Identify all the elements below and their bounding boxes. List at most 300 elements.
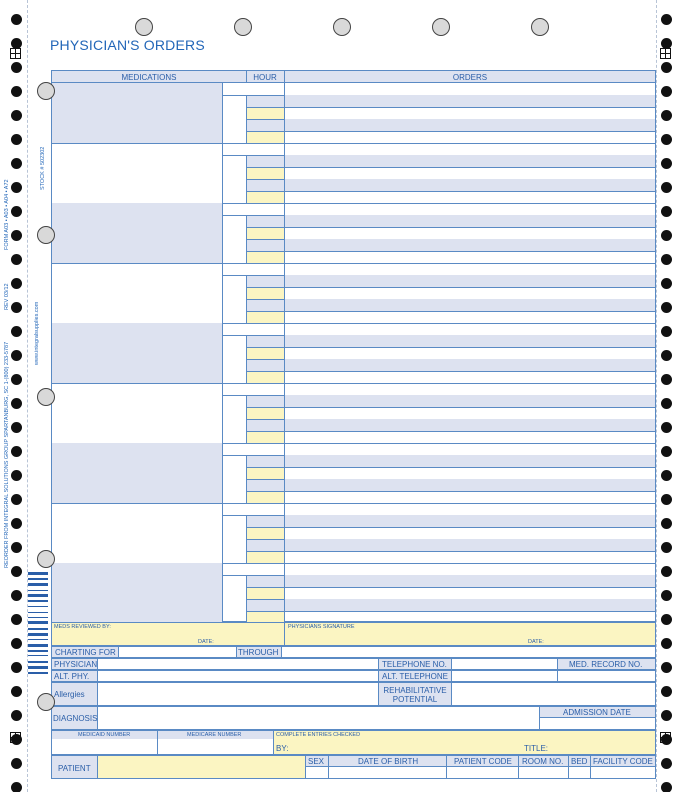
- hour-cell[interactable]: [246, 311, 284, 323]
- medication-sub-row: [222, 143, 284, 155]
- tractor-hole: [661, 686, 672, 697]
- order-line[interactable]: [285, 239, 655, 251]
- divider: [246, 371, 284, 372]
- order-line[interactable]: [285, 527, 655, 539]
- order-line[interactable]: [285, 83, 655, 95]
- tractor-hole: [11, 494, 22, 505]
- divider: [222, 203, 223, 263]
- divider: [246, 587, 284, 588]
- diagnosis-input[interactable]: [98, 707, 539, 729]
- order-line[interactable]: [285, 263, 655, 275]
- divider: [246, 251, 284, 252]
- meds-reviewed-by-label: MEDS REVIEWED BY:: [54, 624, 111, 630]
- charting-for-input[interactable]: [119, 647, 235, 657]
- diagnosis-label: DIAGNOSIS: [53, 714, 98, 723]
- hour-header: HOUR: [253, 73, 277, 82]
- hour-cell[interactable]: [246, 131, 284, 143]
- divider: [284, 622, 285, 646]
- top-binder-hole: [432, 18, 450, 36]
- medication-sub-row: [222, 443, 284, 455]
- medication-cell[interactable]: [52, 503, 222, 563]
- divider: [246, 551, 284, 552]
- side-binder-hole: [37, 226, 55, 244]
- by-label: BY:: [276, 744, 289, 753]
- physician-signature-input[interactable]: [286, 630, 654, 645]
- tractor-hole: [661, 614, 672, 625]
- form-number-text: FORM A03 • A03 • A04 • A72: [4, 179, 10, 250]
- hour-cell[interactable]: [246, 491, 284, 503]
- order-line[interactable]: [285, 383, 655, 395]
- medication-sub-row: [222, 263, 284, 275]
- barcode-bar: [28, 628, 48, 630]
- order-line[interactable]: [285, 587, 655, 599]
- tractor-hole: [661, 326, 672, 337]
- side-binder-hole: [37, 82, 55, 100]
- hour-cell[interactable]: [246, 479, 284, 491]
- meds-reviewed-input[interactable]: [52, 630, 283, 645]
- hour-cell[interactable]: [246, 419, 284, 431]
- order-line[interactable]: [285, 167, 655, 179]
- tractor-hole: [661, 254, 672, 265]
- divider: [246, 227, 284, 228]
- order-line[interactable]: [285, 311, 655, 323]
- tractor-hole: [661, 446, 672, 457]
- hour-cell[interactable]: [246, 107, 284, 119]
- tractor-hole: [661, 470, 672, 481]
- barcode-bar: [28, 672, 48, 674]
- divider: [246, 107, 284, 108]
- divider: [246, 167, 284, 168]
- tractor-hole: [661, 710, 672, 721]
- divider: [246, 515, 284, 516]
- order-line[interactable]: [285, 395, 655, 407]
- order-line[interactable]: [285, 599, 655, 611]
- tractor-hole: [661, 62, 672, 73]
- top-binder-hole: [135, 18, 153, 36]
- facility-code-input[interactable]: [591, 767, 655, 778]
- medication-sub-row: [222, 323, 284, 335]
- medication-cell[interactable]: [52, 83, 222, 143]
- order-line[interactable]: [285, 191, 655, 203]
- meds-reviewed-date-label: DATE:: [198, 639, 214, 645]
- hour-cell[interactable]: [246, 287, 284, 299]
- tractor-hole: [11, 62, 22, 73]
- medication-sub-row: [222, 83, 284, 95]
- barcode-bar: [28, 594, 48, 597]
- physician-label: PHYSICIAN: [54, 660, 98, 669]
- reorder-text: REORDER FROM INTEGRAL SOLUTIONS GROUP SPARTANBURG, SC 1-(800) 233-5787: [4, 341, 10, 568]
- sex-input[interactable]: [306, 767, 328, 778]
- alt-telephone-input[interactable]: [452, 671, 557, 681]
- order-line[interactable]: [285, 299, 655, 311]
- hour-cell[interactable]: [246, 395, 284, 407]
- top-binder-hole: [234, 18, 252, 36]
- barcode-bar: [28, 600, 48, 602]
- tractor-hole: [661, 638, 672, 649]
- tractor-hole: [661, 350, 672, 361]
- tractor-hole: [11, 86, 22, 97]
- order-line[interactable]: [285, 95, 655, 107]
- order-line[interactable]: [285, 179, 655, 191]
- divider: [222, 563, 223, 623]
- hour-cell[interactable]: [246, 407, 284, 419]
- order-line[interactable]: [285, 491, 655, 503]
- page-title: PHYSICIAN'S ORDERS: [50, 37, 205, 53]
- tractor-hole: [11, 374, 22, 385]
- tractor-hole: [661, 494, 672, 505]
- order-line[interactable]: [285, 287, 655, 299]
- order-line[interactable]: [285, 455, 655, 467]
- admission-date-label: ADMISSION DATE: [563, 708, 631, 717]
- barcode-bar: [28, 590, 48, 591]
- hour-cell[interactable]: [246, 239, 284, 251]
- tractor-hole: [11, 158, 22, 169]
- divider: [246, 131, 284, 132]
- hour-cell[interactable]: [246, 251, 284, 263]
- divider: [246, 287, 284, 288]
- hour-cell[interactable]: [246, 359, 284, 371]
- divider: [246, 335, 247, 383]
- sex-label: SEX: [308, 757, 325, 766]
- tractor-hole: [661, 590, 672, 601]
- tractor-hole: [11, 110, 22, 121]
- through-label: THROUGH: [238, 648, 279, 657]
- checked-title-input[interactable]: [552, 741, 654, 753]
- signature-date-label: DATE:: [528, 639, 544, 645]
- divider: [246, 491, 284, 492]
- divider: [246, 215, 284, 216]
- tractor-hole: [11, 350, 22, 361]
- medication-sub-row: [222, 563, 284, 575]
- order-line[interactable]: [285, 431, 655, 443]
- bed-input[interactable]: [569, 767, 590, 778]
- divider: [246, 155, 284, 156]
- website-text: www.integralsupplies.com: [34, 301, 40, 365]
- divider: [246, 611, 284, 612]
- divider: [246, 395, 284, 396]
- medication-cell[interactable]: [52, 143, 222, 203]
- tractor-hole: [661, 758, 672, 769]
- registration-mark: [10, 48, 21, 59]
- order-line[interactable]: [285, 323, 655, 335]
- divider: [246, 275, 284, 276]
- patient-input[interactable]: [98, 756, 305, 778]
- order-line[interactable]: [285, 215, 655, 227]
- hour-cell[interactable]: [246, 275, 284, 287]
- hour-cell[interactable]: [246, 539, 284, 551]
- divider: [246, 95, 247, 143]
- medication-cell[interactable]: [52, 203, 222, 263]
- tractor-hole: [11, 302, 22, 313]
- side-binder-hole: [37, 693, 55, 711]
- barcode-bar: [28, 661, 48, 663]
- telephone-input[interactable]: [452, 659, 557, 669]
- medicare-input[interactable]: [158, 740, 273, 754]
- divider: [246, 479, 284, 480]
- order-line[interactable]: [285, 203, 655, 215]
- date-of-birth-label: DATE OF BIRTH: [358, 757, 419, 766]
- registration-mark: [660, 732, 671, 743]
- allergies-label: Allergies: [54, 690, 85, 699]
- divider: [246, 431, 284, 432]
- order-line[interactable]: [285, 419, 655, 431]
- tractor-hole: [11, 662, 22, 673]
- order-line[interactable]: [285, 251, 655, 263]
- barcode-bar: [28, 650, 48, 652]
- admission-date-input[interactable]: [540, 718, 655, 729]
- barcode-bar: [28, 655, 48, 656]
- rehabilitative-potential-label: REHABILITATIVE POTENTIAL: [383, 686, 447, 704]
- hour-cell[interactable]: [246, 191, 284, 203]
- tractor-hole: [661, 662, 672, 673]
- hour-cell[interactable]: [246, 155, 284, 167]
- barcode-bar: [28, 666, 48, 669]
- complete-entries-label: COMPLETE ENTRIES CHECKED: [276, 732, 361, 738]
- hour-cell[interactable]: [246, 95, 284, 107]
- hour-cell[interactable]: [246, 215, 284, 227]
- tractor-hole: [11, 638, 22, 649]
- divider: [246, 455, 284, 456]
- tractor-hole: [11, 278, 22, 289]
- alt-phy-input[interactable]: [98, 671, 378, 681]
- top-binder-hole: [333, 18, 351, 36]
- order-line[interactable]: [285, 335, 655, 347]
- tractor-hole: [11, 182, 22, 193]
- divider: [222, 323, 223, 383]
- order-line[interactable]: [285, 107, 655, 119]
- hour-cell[interactable]: [246, 551, 284, 563]
- barcode-bar: [28, 572, 48, 575]
- barcode-bar: [28, 612, 48, 613]
- bed-label: BED: [571, 757, 588, 766]
- tractor-hole: [661, 182, 672, 193]
- hour-cell[interactable]: [246, 347, 284, 359]
- registration-mark: [10, 732, 21, 743]
- tractor-hole: [11, 470, 22, 481]
- tractor-hole: [11, 614, 22, 625]
- divider: [246, 575, 247, 623]
- order-line[interactable]: [285, 515, 655, 527]
- order-line[interactable]: [285, 407, 655, 419]
- order-line[interactable]: [285, 467, 655, 479]
- medication-sub-row: [222, 383, 284, 395]
- tractor-hole: [11, 398, 22, 409]
- divider: [246, 599, 284, 600]
- dob-input[interactable]: [329, 767, 446, 778]
- order-line[interactable]: [285, 155, 655, 167]
- divider: [246, 95, 284, 96]
- medication-cell[interactable]: [52, 263, 222, 323]
- charting-for-label: CHARTING FOR: [55, 648, 116, 657]
- order-line[interactable]: [285, 371, 655, 383]
- divider: [246, 311, 284, 312]
- tractor-hole: [11, 14, 22, 25]
- room-no-label: ROOM NO.: [522, 757, 564, 766]
- med-record-label: MED. RECORD NO.: [569, 660, 643, 669]
- tractor-hole: [661, 14, 672, 25]
- hour-cell[interactable]: [246, 515, 284, 527]
- divider: [246, 347, 284, 348]
- medications-header: MEDICATIONS: [121, 73, 177, 82]
- tractor-hole: [11, 710, 22, 721]
- tractor-hole: [661, 374, 672, 385]
- medication-cell[interactable]: [52, 323, 222, 383]
- hour-cell[interactable]: [246, 599, 284, 611]
- tractor-hole: [11, 446, 22, 457]
- divider: [246, 527, 284, 528]
- tractor-hole: [11, 518, 22, 529]
- alt-phy-label: ALT. PHY.: [54, 672, 90, 681]
- order-line[interactable]: [285, 539, 655, 551]
- hour-cell[interactable]: [246, 431, 284, 443]
- divider: [246, 575, 284, 576]
- orders-header: ORDERS: [452, 73, 488, 82]
- divider: [246, 239, 284, 240]
- patient-code-label: PATIENT CODE: [454, 757, 512, 766]
- tractor-hole: [11, 782, 22, 792]
- telephone-label: TELEPHONE NO.: [382, 660, 447, 669]
- tractor-hole: [11, 230, 22, 241]
- order-line[interactable]: [285, 143, 655, 155]
- order-line[interactable]: [285, 119, 655, 131]
- tractor-hole: [11, 758, 22, 769]
- hour-cell[interactable]: [246, 455, 284, 467]
- medication-sub-row: [222, 503, 284, 515]
- tractor-hole: [11, 254, 22, 265]
- hour-cell[interactable]: [246, 335, 284, 347]
- divider: [246, 191, 284, 192]
- divider: [246, 419, 284, 420]
- patient-label: PATIENT: [58, 764, 91, 773]
- divider: [222, 83, 223, 143]
- hour-cell[interactable]: [246, 119, 284, 131]
- tractor-hole: [11, 134, 22, 145]
- right-perforation: [656, 0, 657, 792]
- tractor-hole: [661, 542, 672, 553]
- hour-cell[interactable]: [246, 371, 284, 383]
- physician-input[interactable]: [98, 659, 378, 669]
- facility-code-label: FACILITY CODE: [593, 757, 653, 766]
- divider: [246, 467, 284, 468]
- order-line[interactable]: [285, 563, 655, 575]
- divider: [222, 263, 223, 323]
- barcode-bar: [28, 606, 48, 607]
- hour-cell[interactable]: [246, 527, 284, 539]
- divider: [246, 539, 284, 540]
- rehab-potential-input[interactable]: [452, 683, 655, 705]
- divider: [246, 179, 284, 180]
- order-line[interactable]: [285, 443, 655, 455]
- divider: [246, 359, 284, 360]
- divider: [246, 395, 247, 443]
- divider: [246, 335, 284, 336]
- divider: [246, 275, 247, 323]
- divider: [222, 143, 223, 203]
- divider: [246, 119, 284, 120]
- divider: [246, 455, 247, 503]
- tractor-hole: [11, 326, 22, 337]
- hour-cell[interactable]: [246, 587, 284, 599]
- barcode-bar: [28, 644, 48, 647]
- order-line[interactable]: [285, 227, 655, 239]
- divider: [246, 515, 247, 563]
- divider: [222, 383, 223, 443]
- order-line[interactable]: [285, 275, 655, 287]
- medicaid-number-label: MEDICAID NUMBER: [78, 732, 131, 738]
- hour-cell[interactable]: [246, 167, 284, 179]
- medicare-number-label: MEDICARE NUMBER: [187, 732, 242, 738]
- tractor-hole: [661, 134, 672, 145]
- registration-mark: [660, 48, 671, 59]
- allergies-input[interactable]: [98, 683, 378, 705]
- divider: [246, 299, 284, 300]
- revision-text: REV 03/12: [4, 283, 10, 310]
- tractor-hole: [661, 110, 672, 121]
- tractor-hole: [661, 422, 672, 433]
- hour-cell[interactable]: [246, 299, 284, 311]
- divider: [246, 155, 247, 203]
- divider: [222, 443, 223, 503]
- stock-number-text: STOCK # 502302: [40, 146, 46, 190]
- order-line[interactable]: [285, 359, 655, 371]
- checked-by-input[interactable]: [292, 741, 522, 753]
- room-no-input[interactable]: [519, 767, 568, 778]
- barcode-bar: [28, 621, 48, 624]
- order-line[interactable]: [285, 479, 655, 491]
- tractor-hole: [11, 422, 22, 433]
- through-input[interactable]: [282, 647, 655, 657]
- barcode-bar: [28, 617, 48, 618]
- title-label: TITLE:: [524, 744, 549, 753]
- order-line[interactable]: [285, 575, 655, 587]
- tractor-hole: [661, 782, 672, 792]
- tractor-hole: [11, 686, 22, 697]
- medication-cell[interactable]: [52, 383, 222, 443]
- medication-cell[interactable]: [52, 443, 222, 503]
- tractor-hole: [11, 566, 22, 577]
- top-binder-hole: [531, 18, 549, 36]
- barcode-bar: [28, 633, 48, 636]
- tractor-hole: [661, 278, 672, 289]
- physicians-signature-label: PHYSICIANS SIGNATURE: [288, 624, 355, 630]
- hour-cell[interactable]: [246, 227, 284, 239]
- hour-cell[interactable]: [246, 179, 284, 191]
- barcode-bar: [28, 578, 48, 580]
- divider: [236, 646, 237, 658]
- tractor-hole: [661, 206, 672, 217]
- tractor-hole: [11, 590, 22, 601]
- hour-column-divider: [246, 71, 247, 83]
- side-binder-hole: [37, 550, 55, 568]
- tractor-hole: [661, 518, 672, 529]
- order-line[interactable]: [285, 347, 655, 359]
- tractor-hole: [661, 86, 672, 97]
- hour-cell[interactable]: [246, 575, 284, 587]
- tractor-hole: [661, 302, 672, 313]
- tractor-hole: [661, 230, 672, 241]
- patient-code-input[interactable]: [447, 767, 518, 778]
- side-binder-hole: [37, 388, 55, 406]
- medication-cell[interactable]: [52, 563, 222, 623]
- medicaid-input[interactable]: [52, 740, 157, 754]
- order-line[interactable]: [285, 131, 655, 143]
- med-record-input[interactable]: [558, 671, 655, 681]
- tractor-hole: [661, 398, 672, 409]
- divider: [246, 407, 284, 408]
- order-line[interactable]: [285, 551, 655, 563]
- order-line[interactable]: [285, 503, 655, 515]
- hour-cell[interactable]: [246, 467, 284, 479]
